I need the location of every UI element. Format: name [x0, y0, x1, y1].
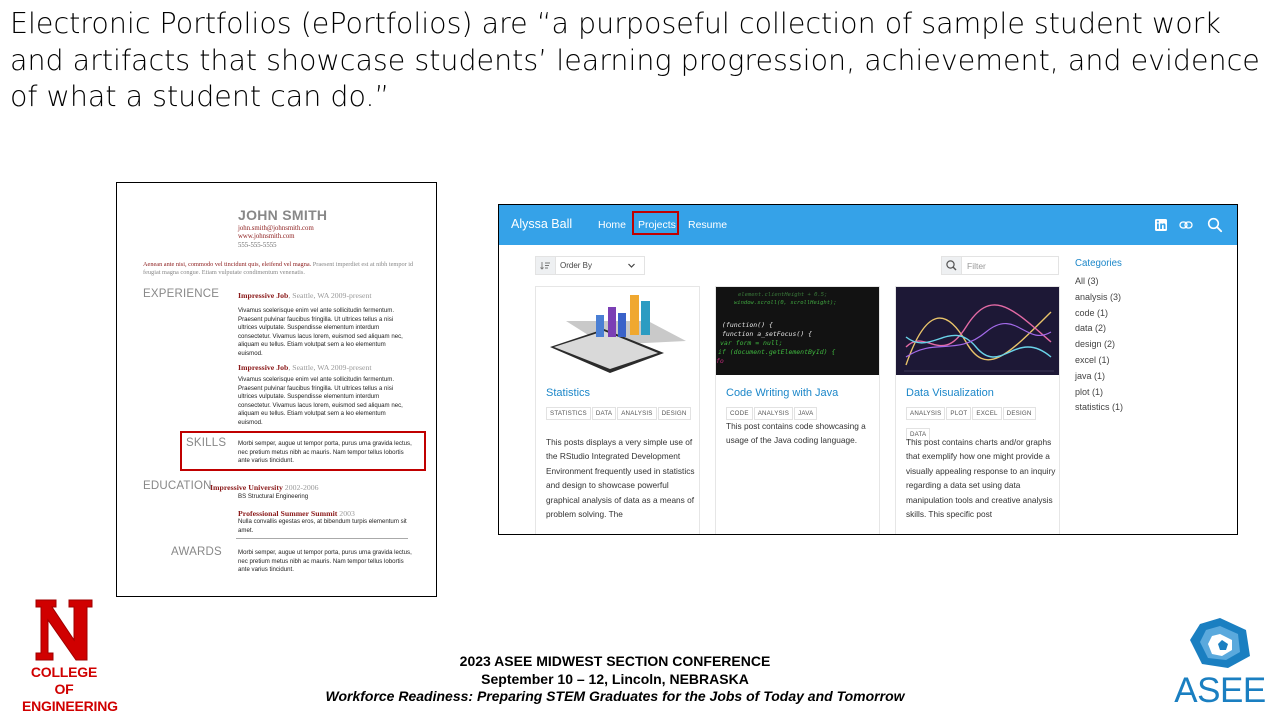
- tag[interactable]: DATA: [906, 428, 930, 441]
- card-description: This post contains charts and/or graphs that exemplify how one might provide a visually appealing response to an inquiry regarding a data set using data manipulation tools and creative analysis skills. This specific post: [906, 437, 1056, 520]
- resume-edu2-meta: 2003: [337, 509, 355, 518]
- resume-phone: 555-555-5555: [238, 241, 277, 249]
- resume-name: JOHN SMITH: [238, 207, 328, 223]
- resume-edu2-body: Nulla convallis egestas eros, at bibendum turpis elementum sit amet.: [238, 518, 407, 534]
- linkedin-icon[interactable]: [1155, 219, 1167, 231]
- resume-section-experience: EXPERIENCE: [143, 288, 220, 300]
- chevron-down-icon: [627, 260, 636, 271]
- resume-edu-title: [210, 483, 319, 492]
- nebraska-n-icon: [32, 598, 96, 662]
- conference-info: [275, 653, 955, 706]
- card-title[interactable]: Data Visualization: [906, 387, 994, 399]
- category-item[interactable]: statistics (1): [1075, 402, 1124, 413]
- resume-job2-body: Vivamus scelerisque enim vel ante sollicitudin fermentum. Praesent pulvinar faucibus fringilla. Ut ultrices tellus a nisi ultrices vulputate. Suspendisse elementum interdum consectetur. Vivamus lacus lorem, euismod sed aliquam nec, aliquam eu tellus. Etiam volutpat sem a leo elementum euismod.: [238, 376, 403, 426]
- tag[interactable]: DATA: [592, 407, 616, 420]
- category-item[interactable]: data (2): [1075, 323, 1107, 334]
- tag[interactable]: DESIGN: [1003, 407, 1036, 420]
- resume-awards-body: Morbi semper, augue ut tempor porta, purus urna gravida lectus, nec pretium metus nibh ac mauris. Nam tempor tellus lobortis ante varius tincidunt.: [238, 549, 412, 574]
- projects-highlight-box: [632, 211, 679, 235]
- conference-date: September 10 – 12, Lincoln, NEBRASKA: [481, 670, 749, 687]
- resume-intro-red: Aenean ante nisi, commodo vel tincidunt quis, eleifend vel magna.: [143, 261, 312, 268]
- sort-icon: [536, 257, 556, 274]
- resume-job-title: [238, 363, 372, 372]
- resume-email: john.smith@johnsmith.com: [238, 225, 314, 232]
- filter-input[interactable]: [941, 256, 1059, 275]
- resume-job1-title: Impressive Job: [238, 291, 289, 300]
- tag[interactable]: JAVA: [794, 407, 817, 420]
- card-title[interactable]: Statistics: [546, 387, 591, 399]
- resume-job-title: [238, 291, 372, 300]
- category-item[interactable]: plot (1): [1075, 386, 1104, 397]
- resume-intro: [143, 261, 415, 278]
- logo-line1: COLLEGE OF: [30, 664, 98, 697]
- filter-placeholder: Filter: [967, 261, 986, 271]
- card-description: This post contains code showcasing a usage of the Java coding language.: [726, 421, 866, 446]
- tag[interactable]: ANALYSIS: [617, 407, 656, 420]
- resume-edu1-meta: 2002-2006: [282, 483, 319, 492]
- resume-intro-grey: Praesent imperdiet est at nibh tempor id feugiat magna congue. Etiam vulputate condimentum venenatis.: [143, 261, 414, 277]
- resume-skills-body: Morbi semper, augue ut tempor porta, purus urna gravida lectus, nec pretium metus nibh ac mauris. Nam tempor tellus lobortis ante varius tincidunt.: [238, 440, 412, 465]
- line-chart-illustration: [896, 287, 1059, 375]
- brand-link[interactable]: Alyssa Ball: [511, 217, 573, 231]
- category-item[interactable]: design (2): [1075, 339, 1116, 350]
- asee-emblem-icon: [1170, 616, 1270, 668]
- portfolio-website: [498, 204, 1238, 535]
- resume-contact: [238, 225, 314, 250]
- resume-divider: [236, 538, 408, 539]
- tag[interactable]: DESIGN: [658, 407, 691, 420]
- resume-job1-meta: , Seattle, WA 2009-present: [288, 291, 372, 300]
- search-icon: [942, 257, 962, 274]
- card-description: This posts displays a very simple use of the RStudio Integrated Development Environment frequently used in statistics and design to showcase powerful graphical analysis of data as a means of problem solving. The: [546, 437, 695, 520]
- resume-edu2-title: Professional Summer Summit: [238, 509, 338, 518]
- resume-section-awards: AWARDS: [171, 546, 222, 558]
- project-card-java[interactable]: [715, 286, 880, 535]
- resume-section-education: EDUCATION: [143, 480, 212, 492]
- code-line: (function() {: [722, 321, 773, 329]
- order-by-label: Order By: [560, 261, 593, 270]
- card-tags: [546, 402, 694, 423]
- tag[interactable]: PLOT: [946, 407, 971, 420]
- tag[interactable]: CODE: [726, 407, 753, 420]
- logo-line2: ENGINEERING: [22, 698, 118, 714]
- skills-highlight-box: [180, 431, 426, 471]
- search-icon[interactable]: [1207, 217, 1223, 233]
- conference-name: 2023 ASEE MIDWEST SECTION CONFERENCE: [459, 653, 771, 669]
- nav-resume[interactable]: Resume: [688, 219, 728, 231]
- code-line: function a_setFocus() {: [722, 330, 813, 338]
- resume-edu2: [238, 509, 355, 518]
- order-by-select[interactable]: [535, 256, 645, 275]
- statistics-illustration: [536, 287, 699, 375]
- project-card-statistics[interactable]: [535, 286, 700, 535]
- code-line: if (document.getElementById) {: [718, 348, 836, 356]
- tag[interactable]: EXCEL: [972, 407, 1001, 420]
- link-icon[interactable]: [1179, 219, 1193, 231]
- category-item[interactable]: java (1): [1075, 370, 1106, 381]
- card-title[interactable]: Code Writing with Java: [726, 387, 839, 399]
- resume-image: [116, 182, 437, 597]
- category-item[interactable]: code (1): [1075, 307, 1109, 318]
- navbar: [499, 205, 1237, 245]
- logo-text: [22, 664, 118, 715]
- nav-home[interactable]: Home: [598, 219, 627, 231]
- category-item[interactable]: excel (1): [1075, 354, 1110, 365]
- code-line: element.clientHeight + 0.5;: [738, 292, 828, 298]
- nav-projects[interactable]: Projects: [638, 219, 676, 231]
- tag[interactable]: ANALYSIS: [906, 407, 945, 420]
- resume-job1-body: Vivamus scelerisque enim vel ante sollicitudin fermentum. Praesent pulvinar faucibus fringilla. Ut ultrices tellus a nisi ultrices vulputate. Suspendisse elementum interdum consectetur. Vivamus lacus lorem, euismod sed aliquam nec, aliquam eu tellus. Etiam volutpat sem a leo elementum euismod.: [238, 307, 403, 357]
- code-line: window.scroll(0, scrollHeight);: [734, 300, 837, 306]
- project-card-data-visualization[interactable]: [895, 286, 1060, 535]
- resume-edu-degree: BS Structural Engineering: [238, 493, 309, 500]
- categories-title: Categories: [1075, 258, 1122, 269]
- code-illustration: [716, 287, 879, 375]
- resume-edu1-title: Impressive University: [210, 483, 283, 492]
- slide-title: Electronic Portfolios (ePortfolios) are “a purposeful collection of sample student work and artifacts that showcase students’ learning progression, achievement, and evidence of what a student can do.”: [10, 7, 1260, 113]
- resume-section-skills: SKILLS: [186, 437, 227, 449]
- asee-word: ASEE: [1174, 671, 1266, 710]
- tag[interactable]: STATISTICS: [546, 407, 591, 420]
- nebraska-logo: [22, 598, 118, 715]
- categories-sidebar: [1075, 258, 1123, 416]
- code-line: var form = null;: [720, 339, 783, 347]
- category-item[interactable]: analysis (3): [1075, 291, 1122, 302]
- resume-website: www.johnsmith.com: [238, 233, 295, 241]
- category-item[interactable]: All (3): [1075, 276, 1099, 286]
- conference-theme: Workforce Readiness: Preparing STEM Graduates for the Jobs of Today and Tomorrow: [325, 688, 905, 704]
- code-line: fo: [716, 357, 724, 365]
- asee-logo: [1170, 616, 1270, 709]
- resume-job2-meta: , Seattle, WA 2009-present: [288, 363, 372, 372]
- tag[interactable]: ANALYSIS: [754, 407, 793, 420]
- resume-job2-title: Impressive Job: [238, 363, 289, 372]
